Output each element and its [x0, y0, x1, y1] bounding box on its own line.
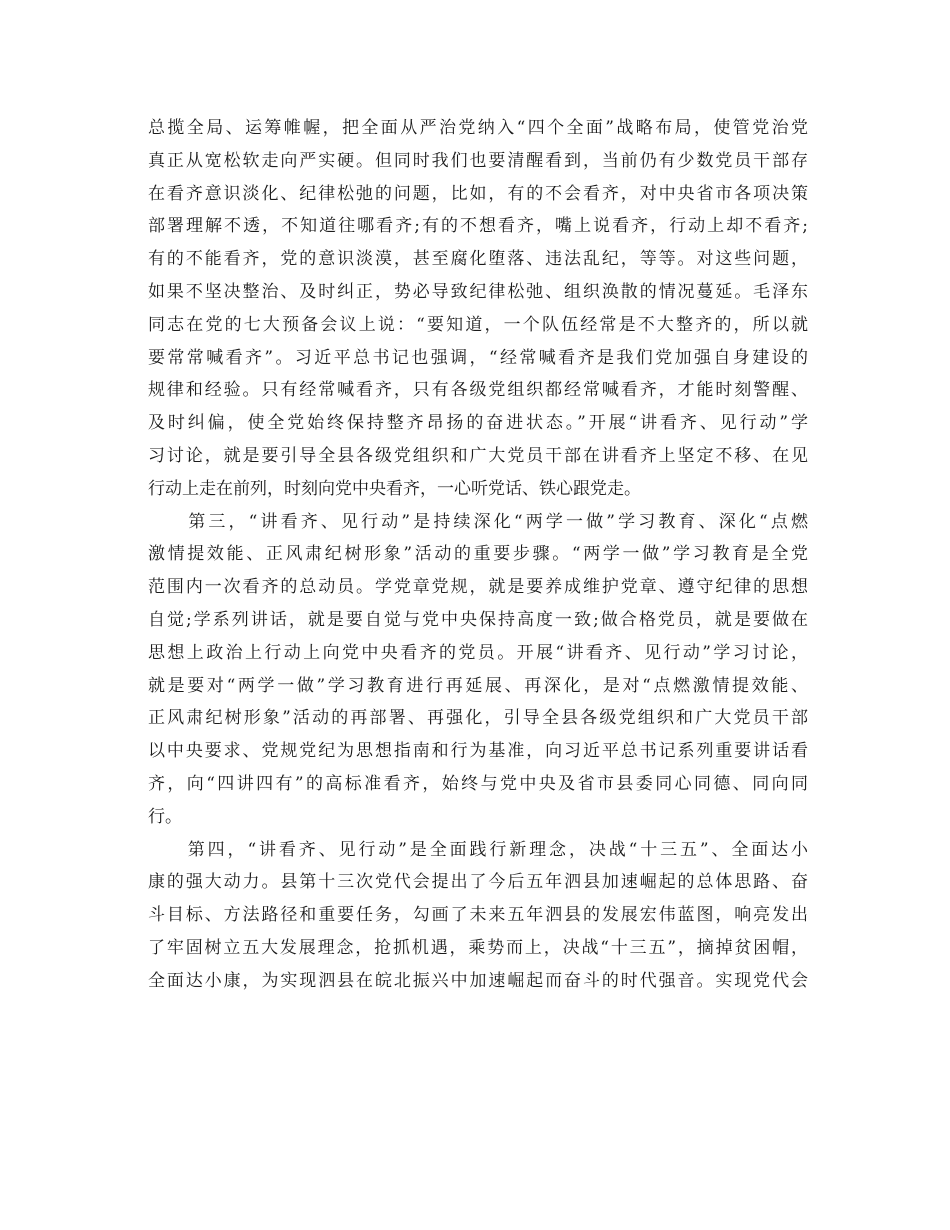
paragraph-first-line: 第三，“讲看齐、见行动”是持续深化“两学一做”学习教育、深化“点燃 — [148, 511, 808, 532]
paragraph-first-line: 第四，“讲看齐、见行动”是全面践行新理念，决战“十三五”、全面达小 — [148, 839, 808, 860]
text-line: 斗目标、方法路径和重要任务，勾画了未来五年泗县的发展宏伟蓝图，响亮发出 — [148, 905, 808, 926]
text-line: 康的强大动力。县第十三次党代会提出了今后五年泗县加速崛起的总体思路、奋 — [148, 872, 808, 893]
document-body — [148, 112, 808, 998]
text-line: 以中央要求、党规党纪为思想指南和行为基准，向习近平总书记系列重要讲话看 — [148, 741, 808, 762]
paragraph-last-line: 行。 — [148, 806, 182, 827]
text-line: 要常常喊看齐”。习近平总书记也强调，“经常喊看齐是我们党加强自身建设的 — [148, 347, 808, 368]
paragraph-last-line: 行动上走在前列，时刻向党中央看齐，一心听党话、铁心跟党走。 — [148, 478, 641, 499]
text-line: 部署理解不透，不知道往哪看齐;有的不想看齐，嘴上说看齐，行动上却不看齐; — [148, 216, 808, 237]
text-line: 范围内一次看齐的总动员。学党章党规，就是要养成维护党章、遵守纪律的思想 — [148, 577, 808, 598]
text-line: 全面达小康，为实现泗县在皖北振兴中加速崛起而奋斗的时代强音。实现党代会 — [148, 970, 808, 991]
text-line: 如果不坚决整治、及时纠正，势必导致纪律松弛、组织涣散的情况蔓延。毛泽东 — [148, 281, 808, 302]
text-line: 思想上政治上行动上向党中央看齐的党员。开展“讲看齐、见行动”学习讨论， — [148, 642, 808, 663]
text-line: 自觉;学系列讲话，就是要自觉与党中央保持高度一致;做合格党员，就是要做在 — [148, 609, 808, 630]
text-line: 有的不能看齐，党的意识淡漠，甚至腐化堕落、违法乱纪，等等。对这些问题， — [148, 249, 808, 270]
text-line: 及时纠偏，使全党始终保持整齐昂扬的奋进状态。”开展“讲看齐、见行动”学 — [148, 413, 808, 434]
text-line: 总揽全局、运筹帷幄，把全面从严治党纳入“四个全面”战略布局，使管党治党 — [148, 118, 808, 138]
text-line: 了牢固树立五大发展理念，抢抓机遇，乘势而上，决战“十三五”，摘掉贫困帽， — [148, 937, 808, 958]
text-line: 齐，向“四讲四有”的高标准看齐，始终与党中央及省市县委同心同德、同向同 — [148, 773, 808, 794]
text-line: 激情提效能、正风肃纪树形象”活动的重要步骤。“两学一做”学习教育是全党 — [148, 544, 808, 565]
text-line: 同志在党的七大预备会议上说：“要知道，一个队伍经常是不大整齐的，所以就 — [148, 314, 808, 335]
text-line: 规律和经验。只有经常喊看齐，只有各级党组织都经常喊看齐，才能时刻警醒、 — [148, 380, 808, 401]
text-line: 习讨论，就是要引导全县各级党组织和广大党员干部在讲看齐上坚定不移、在见 — [148, 445, 808, 466]
text-line: 在看齐意识淡化、纪律松弛的问题，比如，有的不会看齐，对中央省市各项决策 — [148, 183, 808, 204]
text-line: 真正从宽松软走向严实硬。但同时我们也要清醒看到，当前仍有少数党员干部存 — [148, 150, 808, 171]
text-line: 就是要对“两学一做”学习教育进行再延展、再深化，是对“点燃激情提效能、 — [148, 675, 808, 696]
text-line: 正风肃纪树形象”活动的再部署、再强化，引导全县各级党组织和广大党员干部 — [148, 708, 808, 729]
